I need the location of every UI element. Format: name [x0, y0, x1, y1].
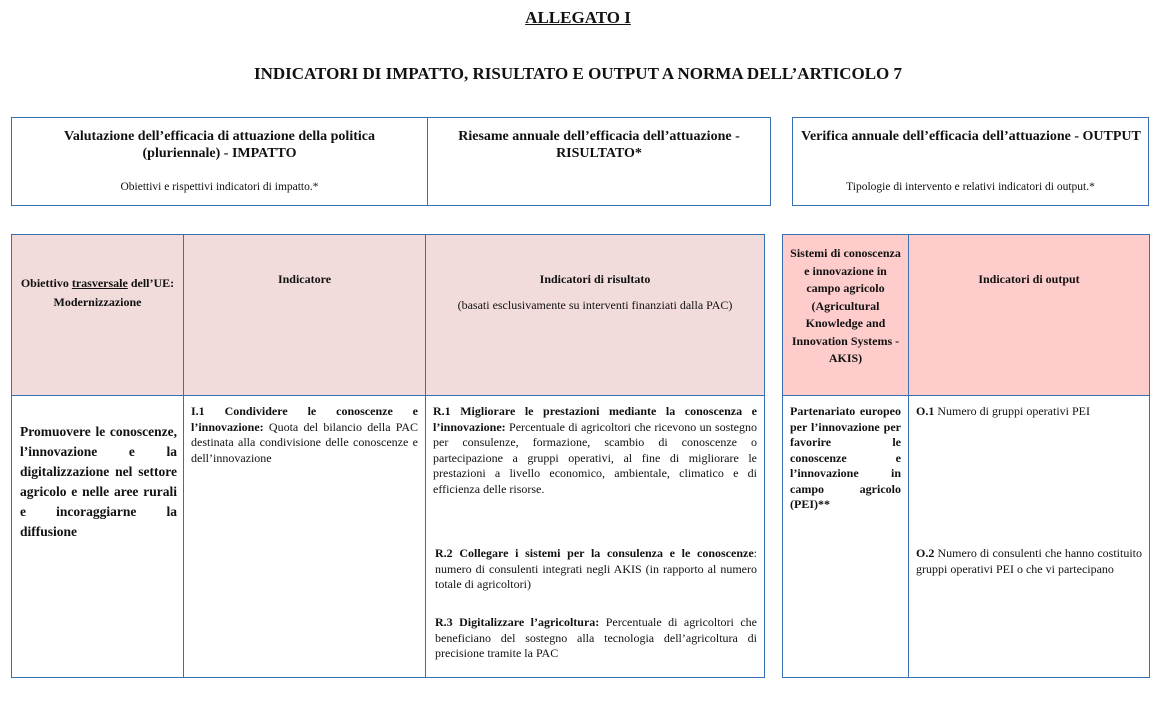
header-output-indicators-label: Indicatori di output [978, 272, 1080, 286]
header-objective [11, 234, 184, 396]
result-indicator-r1 [433, 404, 757, 497]
output-indicator-o2-desc: Numero di consulenti che hanno costituito gruppi operativi PEI o che vi partecipano [916, 546, 1142, 576]
header-results [425, 234, 765, 396]
header-output-indicators [908, 234, 1150, 396]
output-indicator-o2 [916, 546, 1142, 577]
header-objective-prefix: Obiettivo [20, 276, 72, 290]
header-akis-label: Sistemi di conoscenza e innovazione in campo agricolo (Agricultural Knowledge and Innovation Systems - AKIS) [790, 246, 901, 365]
intervention-cell [782, 395, 909, 678]
output-indicator-o1 [916, 404, 1142, 420]
header-objective-label [16, 274, 179, 312]
page-subtitle: INDICATORI DI IMPATTO, RISULTATO E OUTPUT A NORMA DELL’ARTICOLO 7 [253, 64, 903, 83]
impact-box-note: Obiettivi e rispettivi indicatori di impatto.* [120, 181, 319, 193]
output-box-note: Tipologie di intervento e relativi indicatori di output.* [846, 181, 1095, 193]
impact-box-title: Valutazione dell’efficacia di attuazione della politica (pluriennale) - IMPATTO [64, 129, 375, 161]
impact-indicator-title: I.1 Condividere le conoscenze e l’innovazione: [191, 404, 418, 434]
header-objective-underlined: trasversale [71, 276, 128, 290]
result-indicators-cell [425, 395, 765, 678]
header-results-note: (basati esclusivamente su interventi finanziati dalla PAC) [457, 298, 733, 312]
output-indicator-o1-desc: Numero di gruppi operativi PEI [934, 404, 1090, 418]
intervention-text: Partenariato europeo per l’innovazione per favorire le conoscenze e l’innovazione in campo agricolo (PEI)** [790, 404, 901, 511]
output-box [792, 117, 1149, 206]
result-indicator-r1-desc: Percentuale di agricoltori che ricevono un sostegno per consulenze, formazione, scambio di conoscenze o partecipazione a gruppi operativi, al fine di migliorare le prestazioni a livello economico, ambientale, climatico e di efficienza delle risorse. [433, 419, 757, 496]
impact-box [11, 117, 428, 206]
output-indicator-o1-code: O.1 [916, 404, 935, 418]
result-indicator-r3-desc: Percentuale di agricoltori che beneficiano del sostegno alla tecnologia dell’agricoltura di precisione tramite la PAC [435, 615, 757, 660]
header-objective-suffix: dell’UE: Modernizzazione [53, 276, 175, 309]
header-indicator-label: Indicatore [277, 272, 332, 286]
result-indicator-r2-desc: : numero di consulenti integrati negli AKIS (in rapporto al numero totale di agricoltori) [435, 546, 757, 591]
page-title: ALLEGATO I [525, 8, 631, 27]
result-indicator-r2-title: R.2 Collegare i sistemi per la consulenza e le conoscenze [435, 546, 754, 560]
impact-indicator-text [191, 404, 418, 466]
result-box [427, 117, 771, 206]
objective-text: Promuovere le conoscenze, l’innovazione e la digitalizzazione nel settore agricolo e nelle aree rurali e incoraggiarne la diffusione [20, 424, 177, 539]
header-indicator [183, 234, 426, 396]
result-indicator-r1-title: R.1 Migliorare le prestazioni mediante la conoscenza e l’innovazione: [433, 404, 757, 434]
objective-cell [11, 395, 184, 678]
result-indicator-r2 [435, 546, 757, 593]
result-indicator-r3 [435, 615, 757, 662]
result-indicator-r3-title: R.3 Digitalizzare l’agricoltura: [435, 615, 600, 629]
output-indicator-o2-code: O.2 [916, 546, 935, 560]
result-box-title: Riesame annuale dell’efficacia dell’attuazione - RISULTATO* [458, 129, 740, 161]
output-indicators-cell [908, 395, 1150, 678]
output-box-title: Verifica annuale dell’efficacia dell’attuazione - OUTPUT [801, 129, 1141, 144]
impact-indicator-desc: Quota del bilancio della PAC destinata alla condivisione delle conoscenze e dell’innovazione [191, 419, 418, 465]
impact-indicator-cell [183, 395, 426, 678]
header-results-label: Indicatori di risultato [539, 272, 651, 286]
header-akis [782, 234, 909, 396]
